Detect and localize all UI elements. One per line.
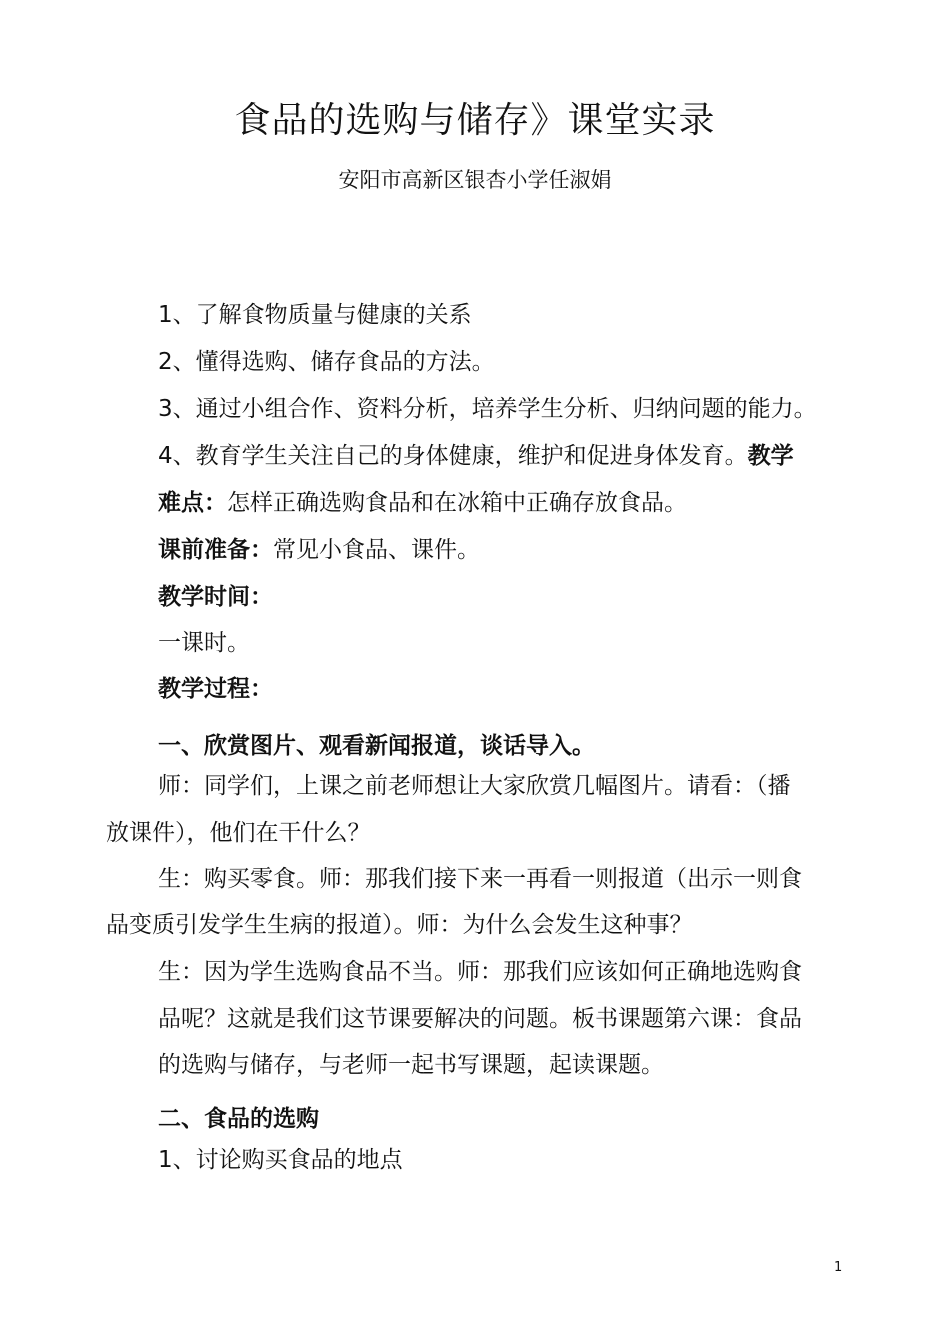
section-1-line: 师：同学们，上课之前老师想让大家欣赏几幅图片。请看：（播 [158, 773, 791, 799]
objective-4: 4、教育学生关注自己的身体健康，维护和促进身体发育。教学 [158, 443, 794, 469]
section-1-line: 生：购买零食。师：那我们接下来一再看一则报道（出示一则食 [158, 866, 802, 892]
time-label: 教学时间： [158, 584, 273, 610]
section-1-heading: 一、欣赏图片、观看新闻报道，谈话导入。 [158, 733, 595, 759]
section-2-heading: 二、食品的选购 [158, 1106, 319, 1132]
prep-line: 课前准备：常见小食品、课件。 [158, 537, 480, 563]
section-1-line: 品变质引发学生生病的报道）。师：为什么会发生这种事？ [106, 912, 693, 938]
section-2-item-1: 1、讨论购买食品的地点 [158, 1147, 403, 1173]
process-label: 教学过程： [158, 676, 273, 702]
page-number: 1 [834, 1260, 843, 1275]
objective-2: 2、懂得选购、储存食品的方法。 [158, 349, 495, 375]
section-1-line: 品呢？这就是我们这节课要解决的问题。板书课题第六课：食品 [158, 1006, 802, 1032]
time-value: 一课时。 [158, 630, 250, 656]
objective-3: 3、通过小组合作、资料分析，培养学生分析、归纳问题的能力。 [158, 396, 817, 422]
author-line: 安阳市高新区银杏小学任淑娟 [338, 168, 612, 192]
section-1-line: 放课件），他们在干什么？ [106, 820, 371, 846]
difficulty-line: 难点：怎样正确选购食品和在冰箱中正确存放食品。 [158, 490, 687, 516]
section-1-line: 的选购与储存，与老师一起书写课题，起读课题。 [158, 1052, 664, 1078]
objective-1: 1、了解食物质量与健康的关系 [158, 302, 472, 328]
section-1-line: 生：因为学生选购食品不当。师：那我们应该如何正确地选购食 [158, 959, 802, 985]
page-title: 食品的选购与储存》课堂实录 [234, 100, 716, 141]
